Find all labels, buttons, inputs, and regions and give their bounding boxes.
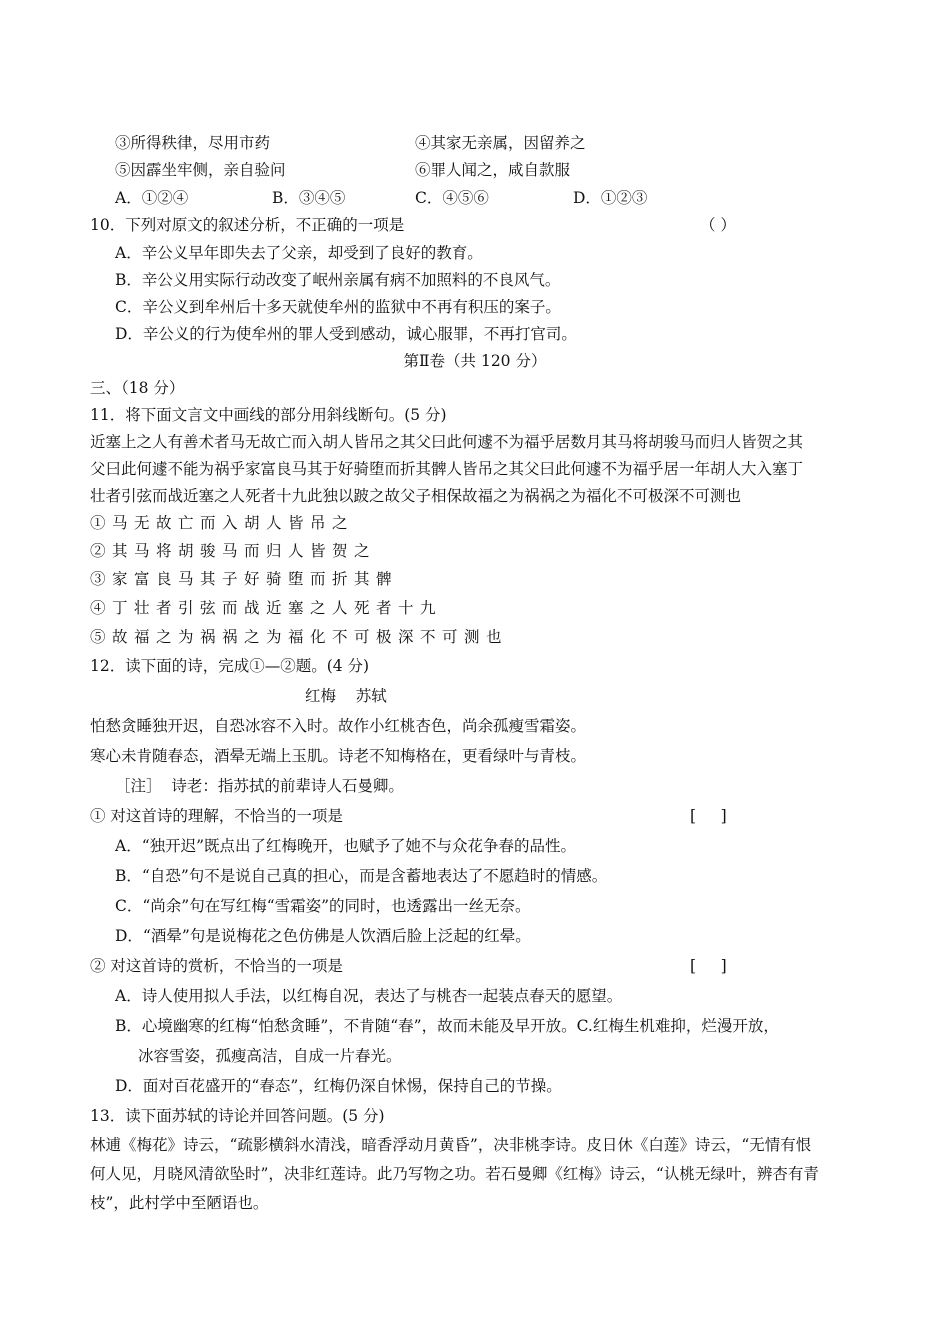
q12-sub1-option-c: C．“尚余”句在写红梅“雪霜姿”的同时，也透露出一丝无奈。 xyxy=(115,897,531,915)
q12-sub2-bracket: [ ] xyxy=(690,957,727,975)
q9-item-5: ⑤因霹坐牢侧，亲自验问 xyxy=(115,161,286,179)
q10-option-c: C．辛公义到牟州后十多天就使牟州的监狱中不再有积压的案子。 xyxy=(115,298,561,316)
q13-text-line-1: 林逋《梅花》诗云，“疏影横斜水清浅，暗香浮动月黄昏”，决非桃李诗。皮日休《白莲》诗云，“无情有恨 xyxy=(90,1136,812,1154)
q13-text-line-3: 枝”，此村学中至陋语也。 xyxy=(90,1194,269,1212)
q9-option-b: B．③④⑤ xyxy=(272,189,346,207)
q11-sentence-1: ①马无故亡而入胡人皆吊之 xyxy=(90,514,355,532)
poem-note: ［注］ 诗老：指苏拭的前辈诗人石曼卿。 xyxy=(115,777,404,795)
q9-item-6: ⑥罪人闻之，咸自款服 xyxy=(415,161,571,179)
q10-option-d: D．辛公义的行为使牟州的罪人受到感动，诚心服罪，不再打官司。 xyxy=(115,325,577,343)
q12-sub1-option-b: B．“自恐”句不是说自己真的担心，而是含蓄地表达了不愿趋时的情感。 xyxy=(115,867,608,885)
q9-item-4: ④其家无亲属，因留养之 xyxy=(415,134,586,152)
q12-sub2-option-c-cont: 冰容雪姿，孤瘦高洁，自成一片春光。 xyxy=(138,1047,402,1065)
q11-text-line-3: 壮者引弦而战近塞之人死者十九此独以跛之故父子相保故福之为祸祸之为福化不可极深不可测也 xyxy=(90,487,742,505)
q11-sentence-4: ④丁壮者引弦而战近塞之人死者十九 xyxy=(90,599,443,617)
q12-sub2-option-b: B．心境幽寒的红梅“怕愁贪睡”，不肯随“春”，故而未能及早开放。C.红梅生机难抑，烂漫开放， xyxy=(115,1017,779,1035)
q11-sentence-5: ⑤故福之为祸祸之为福化不可极深不可测也 xyxy=(90,628,509,646)
q13-stem: 13．读下面苏轼的诗论并回答问题。(5 分) xyxy=(90,1107,385,1125)
q12-sub2-stem: ② 对这首诗的赏析，不恰当的一项是 xyxy=(90,957,343,975)
q12-sub1-option-a: A．“独开迟”既点出了红梅晚开，也赋予了她不与众花争春的品性。 xyxy=(115,837,577,855)
q12-sub1-stem: ① 对这首诗的理解，不恰当的一项是 xyxy=(90,807,343,825)
q12-stem: 12．读下面的诗，完成①—②题。(4 分) xyxy=(90,657,370,675)
q11-sentence-2: ②其马将胡骏马而归人皆贺之 xyxy=(90,542,377,560)
q9-option-d: D．①②③ xyxy=(573,189,648,207)
q10-stem: 10．下列对原文的叙述分析，不正确的一项是 xyxy=(90,216,405,234)
q9-option-a: A．①②④ xyxy=(115,189,189,207)
poem-line-1: 怕愁贪睡独开迟，自恐冰容不入时。故作小红桃杏色，尚余孤瘦雪霜姿。 xyxy=(90,717,587,735)
q10-answer-paren: （ ） xyxy=(700,216,736,234)
q12-sub2-option-d: D．面对百花盛开的“春态”，红梅仍深自怵惕，保持自己的节操。 xyxy=(115,1077,562,1095)
q10-option-a: A．辛公义早年即失去了父亲，却受到了良好的教育。 xyxy=(115,244,483,262)
q10-option-b: B．辛公义用实际行动改变了岷州亲属有病不加照料的不良风气。 xyxy=(115,271,561,289)
q11-sentence-3: ③家富良马其子好骑堕而折其髀 xyxy=(90,570,399,588)
q11-text-line-2: 父曰此何遽不能为祸乎家富良马其于好骑堕而折其髀人皆吊之其父曰此何遽不为福乎居一年胡人大入塞丁 xyxy=(90,460,804,478)
q9-item-3: ③所得秩律，尽用市药 xyxy=(115,134,271,152)
q12-sub1-option-d: D．“酒晕”句是说梅花之色仿佛是人饮酒后脸上泛起的红晕。 xyxy=(115,927,531,945)
q9-option-c: C．④⑤⑥ xyxy=(415,189,489,207)
q12-sub1-bracket: [ ] xyxy=(690,807,727,825)
q13-text-line-2: 何人见，月晓风清欲坠时”，决非红莲诗。此乃写物之功。若石曼卿《红梅》诗云，“认桃无绿叶，辨杏有青 xyxy=(90,1165,819,1183)
q12-sub2-option-a: A．诗人使用拟人手法，以红梅自况，表达了与桃杏一起装点春天的愿望。 xyxy=(115,987,623,1005)
q11-text-line-1: 近塞上之人有善术者马无故亡而入胡人皆吊之其父曰此何遽不为福乎居数月其马将胡骏马而归人皆贺之其 xyxy=(90,433,804,451)
poem-title: 红梅 苏轼 xyxy=(305,687,387,705)
section3-heading: 三、（18 分） xyxy=(90,379,185,397)
part2-title: 第Ⅱ卷（共 120 分） xyxy=(403,352,547,370)
q11-stem: 11．将下面文言文中画线的部分用斜线断句。(5 分) xyxy=(90,406,447,424)
poem-line-2: 寒心未肯随春态，酒晕无端上玉肌。诗老不知梅格在，更看绿叶与青枝。 xyxy=(90,747,587,765)
